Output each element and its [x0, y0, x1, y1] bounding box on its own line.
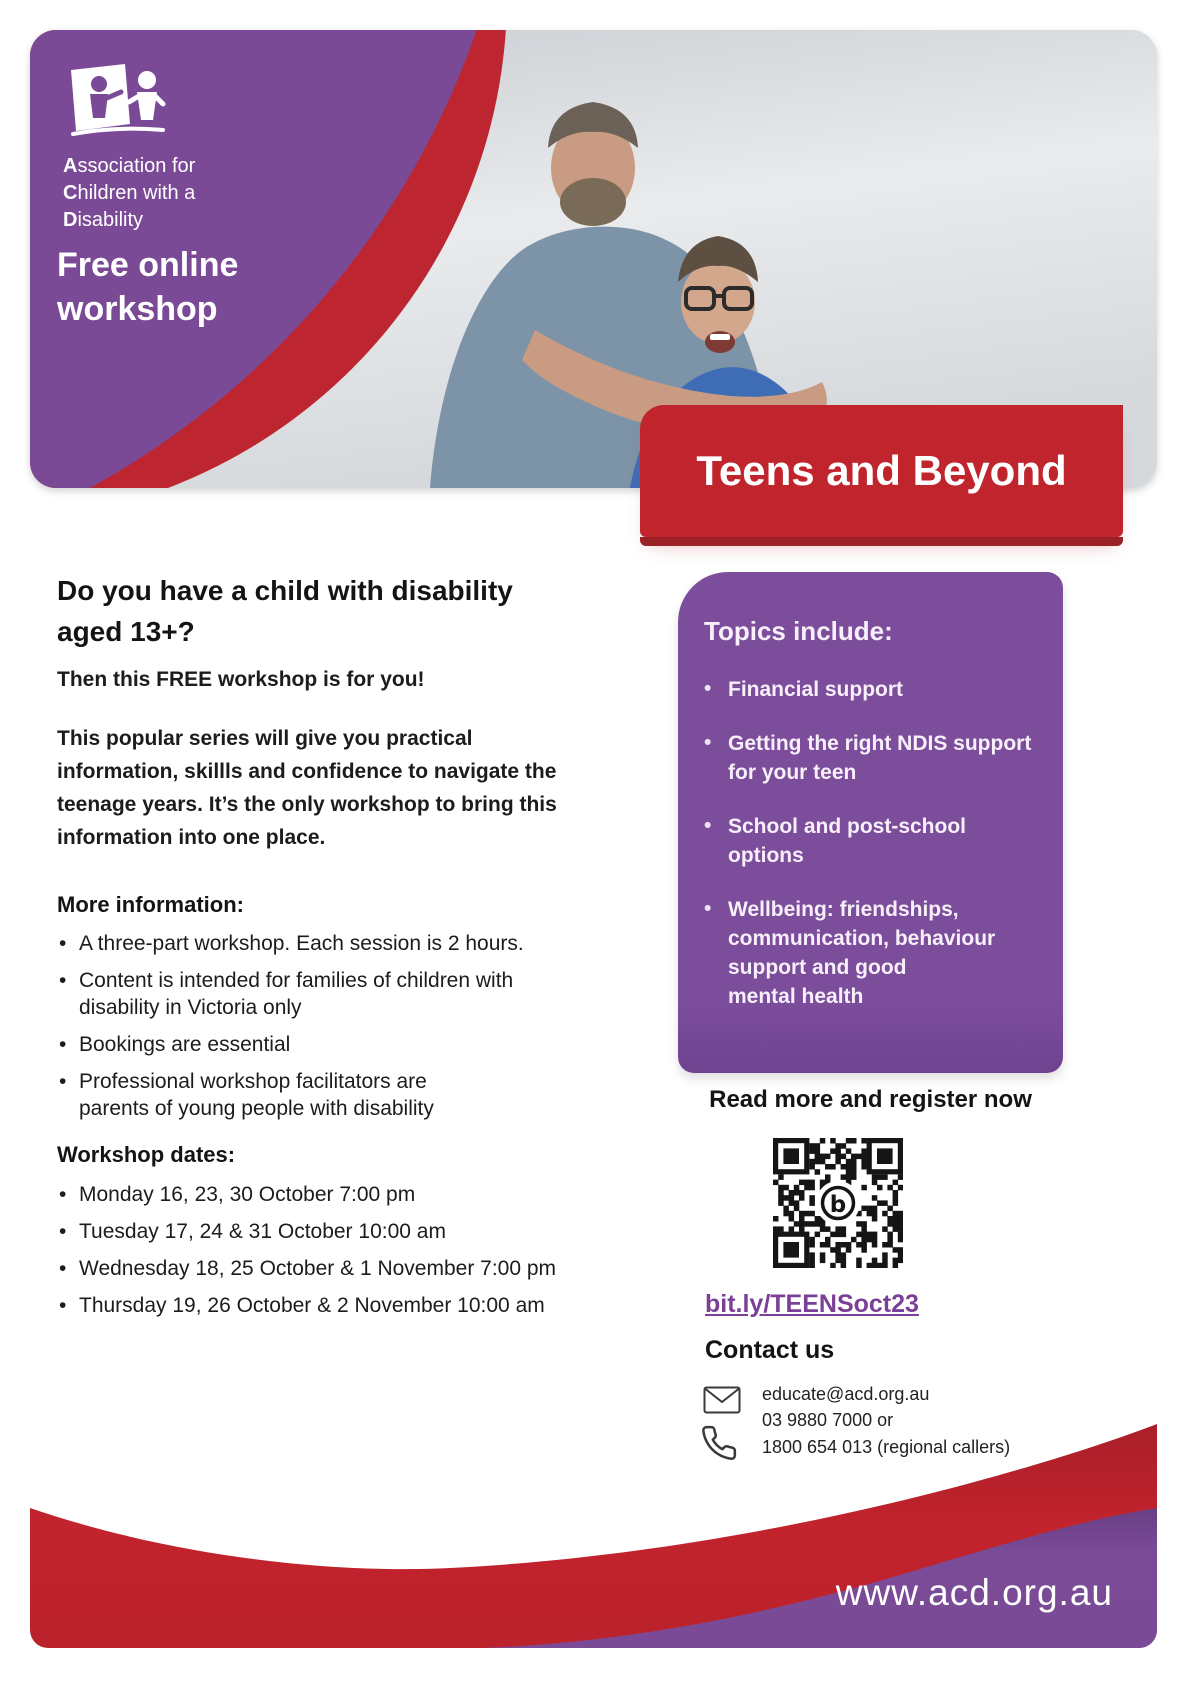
contact-heading: Contact us [705, 1336, 835, 1364]
topics-list [704, 675, 1049, 1011]
contact-phone-metro: 03 9880 7000 or [762, 1410, 894, 1430]
topics-heading: Topics include: [704, 616, 893, 646]
more-information-heading: More information: [57, 892, 244, 917]
list-item: • School and post-school options [704, 812, 1049, 870]
topics-box [678, 572, 1063, 1073]
contact-phone-regional: 1800 654 013 (regional callers) [762, 1437, 1011, 1457]
list-item: • Thursday 19, 26 October & 2 November 10:00 am [57, 1292, 556, 1319]
more-information-list [57, 930, 524, 1132]
acd-logo [63, 62, 195, 234]
list-item: • Wednesday 18, 25 October & 1 November 7:00 pm [57, 1255, 556, 1282]
workshop-dates-list [57, 1181, 556, 1329]
acd-logo-icon [63, 62, 171, 140]
qr-code [773, 1138, 903, 1268]
intro-line: Then this FREE workshop is for you! [57, 668, 425, 691]
footer-waves [30, 1400, 1157, 1648]
workshop-dates-heading: Workshop dates: [57, 1142, 236, 1167]
register-heading: Read more and register now [709, 1086, 1032, 1113]
title-banner [640, 405, 1123, 537]
description-paragraph: This popular series will give you practical information, skillls and confidence to navigate the teenage years. It’s the only workshop to bring this information into one place. [57, 727, 557, 849]
main-heading: Do you have a child with disability aged 13+? [57, 575, 513, 647]
list-item: • Financial support [704, 675, 1049, 704]
list-item: • A three-part workshop. Each session is 2 hours. [57, 930, 524, 957]
registration-link[interactable]: bit.ly/TEENSoct23 [705, 1290, 919, 1318]
list-item: • Getting the right NDIS support for your teen [704, 729, 1049, 787]
list-item: • Bookings are essential [57, 1031, 524, 1058]
list-item: • Monday 16, 23, 30 October 7:00 pm [57, 1181, 556, 1208]
list-item: • Content is intended for families of children with disability in Victoria only [57, 967, 524, 1021]
list-item: • Professional workshop facilitators are parents of young people with disability [57, 1068, 524, 1122]
list-item: • Wellbeing: friendships, communication, behaviour support and good mental health [704, 895, 1049, 1011]
workshop-type-label: Free online workshop [57, 246, 239, 328]
workshop-title: Teens and Beyond [696, 447, 1067, 494]
acd-logo-text: Association for Children with a Disability [63, 155, 196, 231]
svg-text:b: b [829, 1192, 847, 1218]
website-url: www.acd.org.au [835, 1572, 1113, 1613]
contact-email: educate@acd.org.au [762, 1384, 930, 1404]
list-item: • Tuesday 17, 24 & 31 October 10:00 am [57, 1218, 556, 1245]
